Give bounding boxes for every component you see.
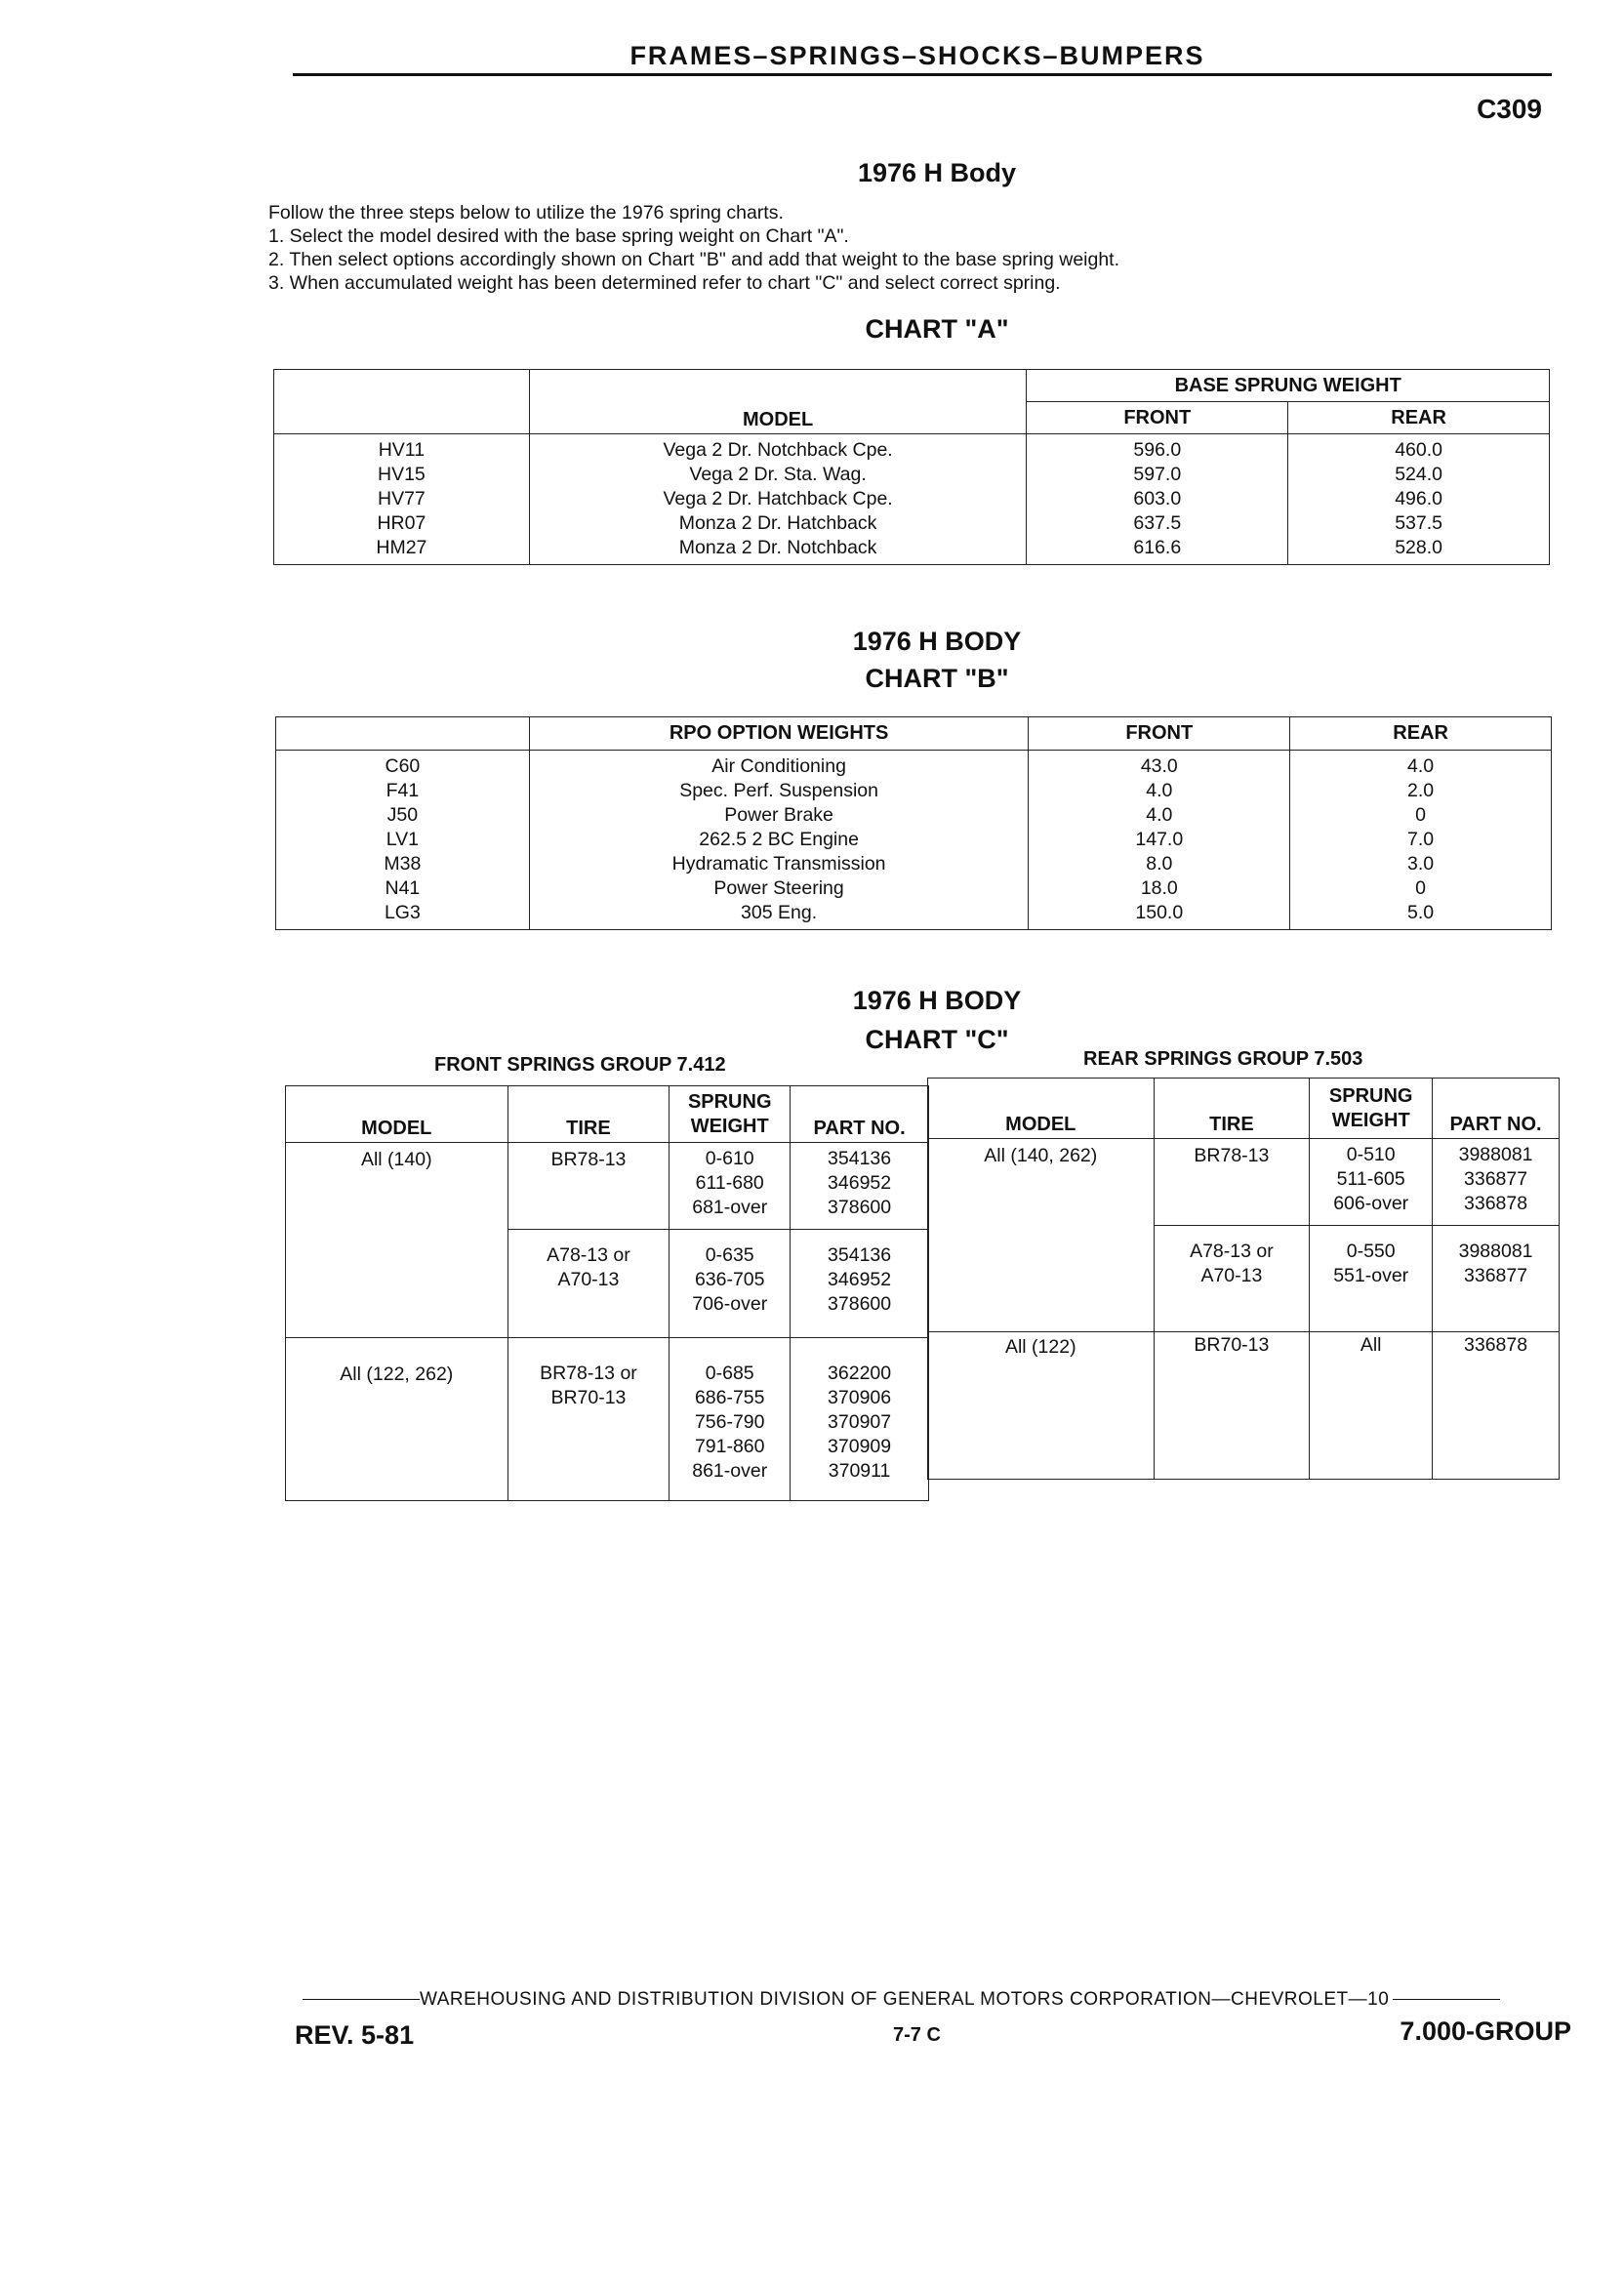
table-cell: 336877	[1464, 1168, 1528, 1190]
table-cell: 362200	[828, 1363, 892, 1384]
chart-a-rear-values	[1288, 434, 1550, 565]
rear-sprung-header	[1310, 1079, 1433, 1139]
rear-model-1: All (140, 262)	[928, 1139, 1155, 1332]
front-tire-2	[508, 1230, 670, 1338]
table-cell: 0-610	[705, 1148, 754, 1169]
table-cell: 262.5 2 BC Engine	[699, 829, 859, 850]
weight-label: WEIGHT	[690, 1115, 769, 1137]
front-weights-2	[670, 1230, 791, 1338]
table-cell: Monza 2 Dr. Hatchback	[678, 512, 877, 534]
table-cell: 8.0	[1146, 853, 1173, 875]
chart-a-rear-header: REAR	[1288, 402, 1550, 434]
chart-b-rear-values	[1290, 751, 1552, 930]
rear-tire-3: BR70-13	[1154, 1332, 1310, 1480]
rear-parts-2	[1433, 1226, 1560, 1332]
front-part-header: PART NO.	[791, 1086, 929, 1143]
table-cell: Monza 2 Dr. Notchback	[678, 537, 877, 558]
table-cell: Power Steering	[713, 877, 844, 899]
rear-part-3: 336878	[1433, 1332, 1560, 1480]
table-cell: J50	[386, 804, 419, 826]
chart-b-heading-2: CHART "B"	[865, 664, 1009, 693]
table-cell: Hydramatic Transmission	[671, 853, 886, 875]
table-cell: 524.0	[1395, 464, 1442, 485]
footer-revision: REV. 5-81	[295, 2020, 415, 2050]
footer-page-code: 7-7 C	[893, 2024, 941, 2046]
table-cell: 43.0	[1140, 755, 1178, 777]
chart-c-heading-2: CHART "C"	[865, 1025, 1009, 1054]
table-cell: 354136	[828, 1148, 892, 1169]
table-cell: BR70-13	[550, 1387, 627, 1408]
table-cell: HV11	[378, 439, 426, 461]
table-cell: Vega 2 Dr. Notchback Cpe.	[663, 439, 893, 461]
rear-tire-1: BR78-13	[1154, 1139, 1310, 1226]
rear-weights-1	[1310, 1139, 1433, 1226]
chart-b-table	[275, 716, 1552, 930]
table-cell: 2.0	[1407, 780, 1435, 801]
table-cell: LV1	[386, 829, 420, 850]
table-cell: 0	[1415, 804, 1427, 826]
table-cell: HV77	[378, 488, 426, 509]
table-cell: 637.5	[1133, 512, 1182, 534]
front-model-3: All (122, 262)	[286, 1338, 508, 1501]
table-cell: Spec. Perf. Suspension	[679, 780, 878, 801]
table-cell: 0-510	[1346, 1144, 1396, 1165]
table-cell: 4.0	[1146, 780, 1173, 801]
table-cell: 0-685	[705, 1363, 754, 1384]
table-cell: 3988081	[1458, 1144, 1533, 1165]
rear-springs-table	[927, 1078, 1560, 1480]
table-cell: F41	[386, 780, 420, 801]
chart-a-table	[273, 369, 1550, 565]
table-cell: 370909	[828, 1436, 892, 1457]
table-cell: Air Conditioning	[711, 755, 846, 777]
table-cell: 354136	[828, 1244, 892, 1266]
table-cell: M38	[384, 853, 422, 875]
instructions-intro: Follow the three steps below to utilize the 1976 spring charts.	[268, 202, 784, 224]
rear-model-header: MODEL	[928, 1079, 1155, 1139]
front-weights-1	[670, 1143, 791, 1230]
table-cell: 378600	[828, 1197, 892, 1218]
chart-a-base-header: BASE SPRUNG WEIGHT	[1027, 370, 1550, 402]
table-cell: BR78-13 or	[540, 1363, 637, 1384]
table-cell: 528.0	[1395, 537, 1442, 558]
front-parts-1	[791, 1143, 929, 1230]
table-cell: Vega 2 Dr. Sta. Wag.	[689, 464, 867, 485]
table-cell: LG3	[384, 902, 421, 923]
table-cell: N41	[385, 877, 421, 899]
front-tire-header: TIRE	[508, 1086, 670, 1143]
sprung-label: SPRUNG	[1328, 1084, 1413, 1107]
front-tire-1: BR78-13	[508, 1143, 670, 1230]
chart-a-front-header: FRONT	[1027, 402, 1288, 434]
table-cell: 370911	[828, 1460, 891, 1482]
rear-model-3: All (122)	[928, 1332, 1155, 1480]
table-cell: Power Brake	[724, 804, 833, 826]
footer-rule-right	[1393, 1999, 1500, 2000]
table-cell: 756-790	[694, 1411, 765, 1433]
footer-division-text: WAREHOUSING AND DISTRIBUTION DIVISION OF GENERAL MOTORS CORPORATION—CHEVROLET—10	[420, 1989, 1390, 2010]
chart-b-rear-header: REAR	[1290, 717, 1552, 751]
header-rule	[293, 73, 1552, 76]
table-cell: 706-over	[692, 1293, 768, 1315]
rear-tire-2	[1154, 1226, 1310, 1332]
table-cell: 686-755	[694, 1387, 765, 1408]
rear-springs-group: REAR SPRINGS GROUP 7.503	[1083, 1048, 1363, 1070]
table-cell: 3.0	[1407, 853, 1435, 875]
table-cell: 150.0	[1135, 902, 1184, 923]
table-cell: 3988081	[1458, 1241, 1533, 1262]
table-cell: A78-13 or	[547, 1244, 630, 1266]
instruction-step: 2. Then select options accordingly shown on Chart "B" and add that weight to the base spring weight.	[268, 249, 1120, 270]
chart-b-front-header: FRONT	[1029, 717, 1290, 751]
chart-a-code-header	[274, 370, 530, 434]
table-cell: 681-over	[692, 1197, 768, 1218]
table-cell: 7.0	[1407, 829, 1435, 850]
table-cell: 346952	[828, 1172, 892, 1194]
front-sprung-header	[670, 1086, 791, 1143]
front-parts-2	[791, 1230, 929, 1338]
instructions	[268, 201, 1440, 295]
table-cell: 861-over	[692, 1460, 768, 1482]
chart-a-model-header: MODEL	[529, 370, 1027, 434]
front-tire-3	[508, 1338, 670, 1501]
front-model-1: All (140)	[286, 1143, 508, 1338]
page-number: C309	[1477, 94, 1542, 124]
footer-rule-left	[303, 1999, 420, 2000]
rear-weight-3: All	[1310, 1332, 1433, 1480]
footer-division	[303, 1989, 1576, 2011]
rear-weights-2	[1310, 1226, 1433, 1332]
front-model-header: MODEL	[286, 1086, 508, 1143]
chart-c-heading-1: 1976 H BODY	[852, 986, 1022, 1015]
chart-a-front-values	[1027, 434, 1288, 565]
table-cell: 147.0	[1135, 829, 1184, 850]
table-cell: HR07	[377, 512, 426, 534]
table-cell: 336877	[1464, 1265, 1528, 1286]
table-cell: C60	[385, 755, 421, 777]
sprung-label: SPRUNG	[687, 1090, 772, 1113]
section-header-title: FRAMES–SPRINGS–SHOCKS–BUMPERS	[629, 41, 1205, 70]
rear-parts-1	[1433, 1139, 1560, 1226]
rear-tire-header: TIRE	[1154, 1079, 1310, 1139]
table-cell: 636-705	[694, 1269, 765, 1290]
chart-b-code-header	[276, 717, 530, 751]
table-cell: 496.0	[1395, 488, 1442, 509]
table-cell: 597.0	[1133, 464, 1182, 485]
table-cell: 0	[1415, 877, 1427, 899]
table-cell: 606-over	[1333, 1193, 1409, 1214]
table-cell: 305 Eng.	[741, 902, 818, 923]
table-cell: 791-860	[694, 1436, 765, 1457]
table-cell: Vega 2 Dr. Hatchback Cpe.	[663, 488, 893, 509]
table-cell: 4.0	[1407, 755, 1435, 777]
table-cell: 551-over	[1333, 1265, 1409, 1286]
table-cell: 603.0	[1133, 488, 1182, 509]
table-cell: HM27	[376, 537, 427, 558]
table-cell: 611-680	[695, 1172, 764, 1194]
front-springs-group: FRONT SPRINGS GROUP 7.412	[434, 1054, 726, 1076]
table-cell: 18.0	[1140, 877, 1178, 899]
chart-a-heading: CHART "A"	[865, 314, 1009, 344]
table-cell: A70-13	[557, 1269, 620, 1290]
rear-part-header: PART NO.	[1433, 1079, 1560, 1139]
weight-label: WEIGHT	[1331, 1109, 1410, 1131]
table-cell: 5.0	[1407, 902, 1435, 923]
table-cell: HV15	[378, 464, 426, 485]
front-weights-3	[670, 1338, 791, 1501]
table-cell: 378600	[828, 1293, 892, 1315]
table-cell: 0-550	[1346, 1241, 1396, 1262]
chart-b-front-values	[1029, 751, 1290, 930]
table-cell: 537.5	[1395, 512, 1442, 534]
instruction-step: 1. Select the model desired with the base spring weight on Chart "A".	[268, 225, 849, 247]
page-title: 1976 H Body	[857, 158, 1017, 187]
table-cell: 4.0	[1146, 804, 1173, 826]
chart-b-options	[529, 751, 1029, 930]
chart-a-models	[529, 434, 1027, 565]
footer-group: 7.000-GROUP	[1400, 2016, 1571, 2046]
table-cell: 596.0	[1133, 439, 1182, 461]
chart-b-heading-1: 1976 H BODY	[852, 627, 1022, 656]
table-cell: 346952	[828, 1269, 892, 1290]
table-cell: A70-13	[1200, 1265, 1263, 1286]
table-cell: 616.6	[1133, 537, 1182, 558]
table-cell: 0-635	[705, 1244, 754, 1266]
table-cell: 336878	[1464, 1193, 1528, 1214]
table-cell: 511-605	[1336, 1168, 1405, 1190]
chart-b-option-header: RPO OPTION WEIGHTS	[529, 717, 1029, 751]
front-parts-3	[791, 1338, 929, 1501]
chart-a-codes	[274, 434, 530, 565]
table-cell: A78-13 or	[1190, 1241, 1274, 1262]
table-cell: 370906	[828, 1387, 892, 1408]
instruction-step: 3. When accumulated weight has been determined refer to chart "C" and select correct spring.	[268, 272, 1061, 294]
table-cell: 370907	[828, 1411, 892, 1433]
chart-b-codes	[276, 751, 530, 930]
front-springs-table	[285, 1085, 929, 1501]
table-cell: 460.0	[1395, 439, 1442, 461]
